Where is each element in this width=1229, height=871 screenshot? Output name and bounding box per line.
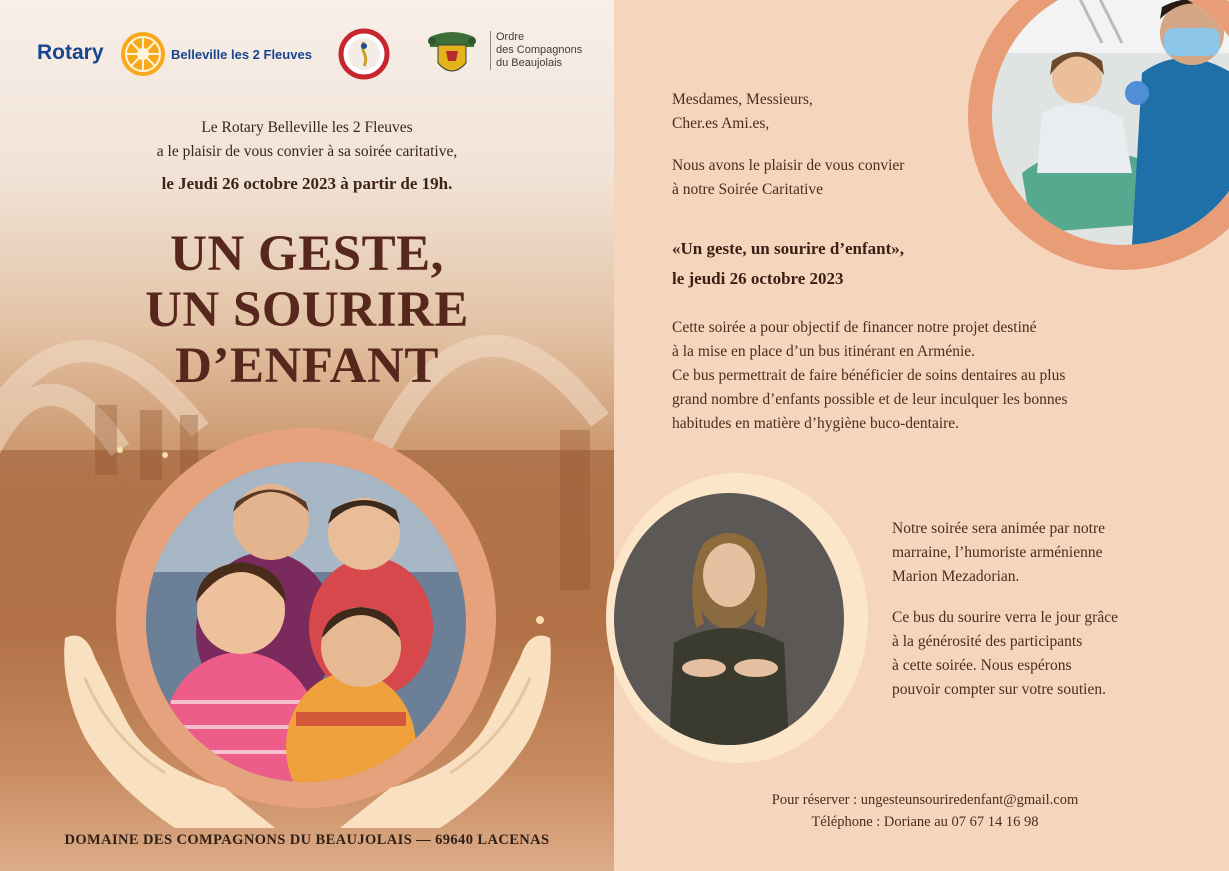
club-name: Belleville les 2 Fleuves — [171, 47, 312, 62]
bus-line: Ce bus du sourire verra le jour grâce — [892, 609, 1118, 626]
ordre-line: Ordre — [496, 31, 525, 43]
intro-paragraph — [672, 154, 904, 202]
body-line: Ce bus permettrait de faire bénéficier de soins dentaires au plus — [672, 367, 1066, 384]
compagnons-crest-icon — [424, 27, 480, 81]
marraine-line: Notre soirée sera animée par notre — [892, 520, 1106, 537]
rotary-wheel-icon — [118, 29, 168, 79]
greeting — [672, 88, 813, 136]
partner-roundel-icon — [338, 28, 390, 80]
invitation-line: a le plaisir de vous convier à sa soirée caritative, — [156, 143, 458, 160]
ordre-line: des Compagnons — [496, 44, 583, 56]
marraine-photo — [614, 493, 844, 745]
event-date: le Jeudi 26 octobre 2023 à partir de 19h. — [161, 174, 453, 193]
title-line: D’ENFANT — [175, 338, 439, 394]
main-title — [0, 226, 614, 394]
greeting-line: Cher.es Ami.es, — [672, 115, 770, 132]
event-name: «Un geste, un sourire d’enfant», — [672, 239, 905, 258]
marraine-line: marraine, l’humoriste arménienne — [892, 544, 1103, 561]
project-description — [672, 316, 1192, 436]
greeting-line: Mesdames, Messieurs, — [672, 91, 813, 108]
invitation-text — [0, 116, 614, 196]
ordre-compagnons-text — [490, 31, 582, 70]
invitation-line: Le Rotary Belleville les 2 Fleuves — [201, 119, 413, 136]
reservation-email: Pour réserver : ungesteunsouriredenfant@gmail.com — [771, 792, 1079, 808]
event-heading — [672, 234, 904, 294]
body-line: Cette soirée a pour objectif de financer notre projet destiné — [672, 319, 1037, 336]
marraine-paragraph — [892, 517, 1105, 589]
body-line: grand nombre d’enfants possible et de leur inculquer les bonnes — [672, 391, 1068, 408]
body-line: à la mise en place d’un bus itinérant en Arménie. — [672, 343, 976, 360]
bus-line: à la générosité des participants — [892, 633, 1083, 650]
bus-line: à cette soirée. Nous espérons — [892, 657, 1072, 674]
flyer-front — [0, 0, 614, 871]
bus-paragraph — [892, 606, 1118, 702]
intro-line: à notre Soirée Caritative — [672, 181, 824, 198]
title-line: UN SOURIRE — [145, 282, 469, 338]
event-date-right: le jeudi 26 octobre 2023 — [672, 269, 844, 288]
rotary-logo-text: Rotary — [37, 41, 104, 64]
reservation-contact — [730, 789, 1120, 833]
title-line: UN GESTE, — [170, 226, 444, 282]
body-line: habitudes en matière d’hygiène buco-dentaire. — [672, 415, 960, 432]
venue-address: DOMAINE DES COMPAGNONS DU BEAUJOLAIS — 69640 LACENAS — [64, 832, 550, 848]
bus-line: pouvoir compter sur votre soutien. — [892, 681, 1106, 698]
reservation-phone: Téléphone : Doriane au 07 67 14 16 98 — [811, 814, 1039, 830]
marraine-line: Marion Mezadorian. — [892, 568, 1020, 585]
cupped-hands-illustration — [55, 628, 560, 828]
ordre-line: du Beaujolais — [496, 57, 563, 69]
intro-line: Nous avons le plaisir de vous convier — [672, 157, 905, 174]
